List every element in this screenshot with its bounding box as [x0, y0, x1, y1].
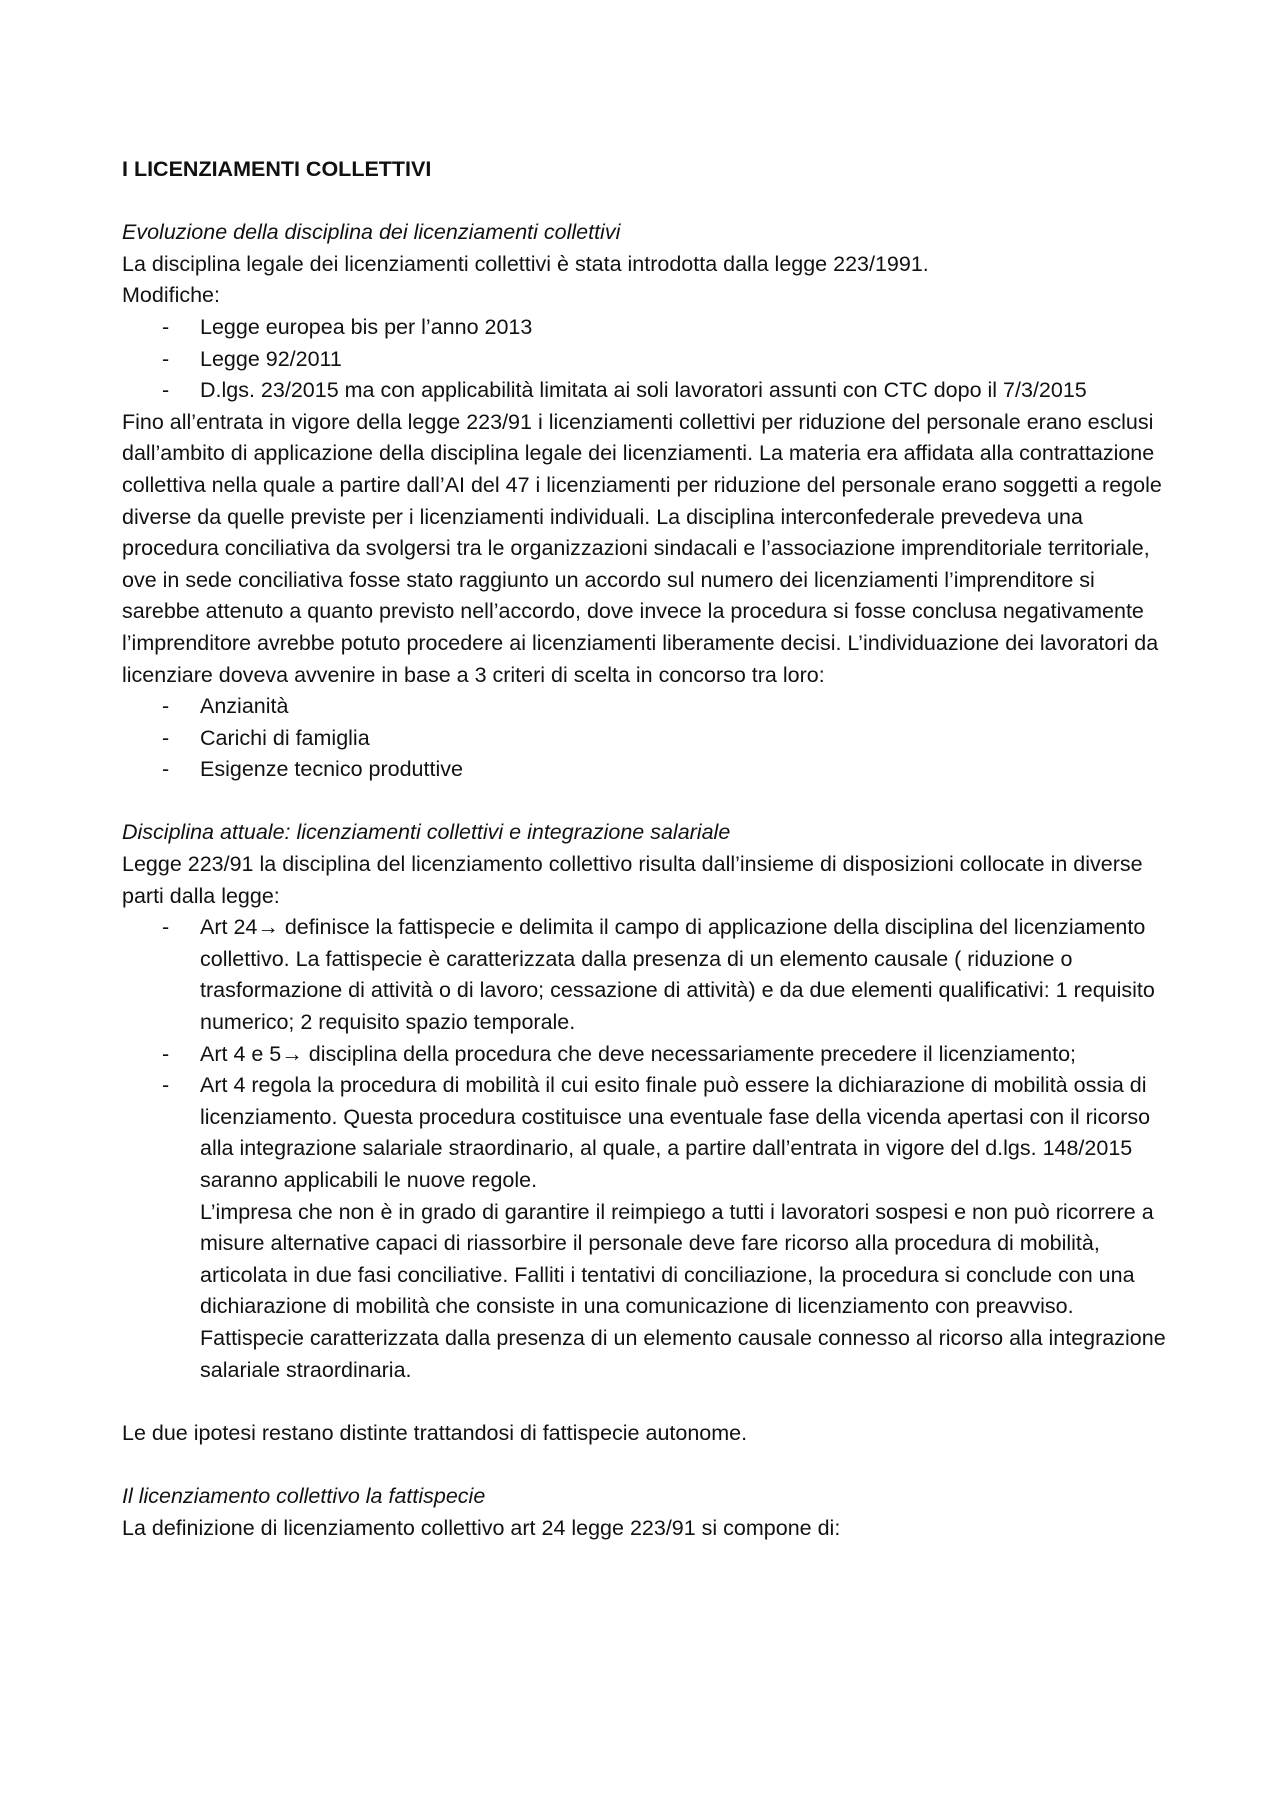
list-item: - Legge 92/2011 [122, 344, 1172, 376]
blank-line [122, 786, 1172, 818]
list-item: - Carichi di famiglia [122, 723, 1172, 755]
list-item: - Esigenze tecnico produttive [122, 754, 1172, 786]
list-item: - Art 24→ definisce la fattispecie e delimita il campo di applicazione della disciplina del licenziamento collettivo. La fattispecie è caratterizzata dalla presenza di un elemento causale ( riduzione o trasformazione di attività o di lavoro; cessazione di attività) e da due elementi qualificativi: 1 requisito numerico; 2 requisito spazio temporale. [122, 912, 1172, 1038]
section-heading-evoluzione: Evoluzione della disciplina dei licenziamenti collettivi [122, 220, 621, 245]
section-intro-paragraph: Legge 223/91 la disciplina del licenziamento collettivo risulta dall’insieme di disposizioni collocate in diverse parti dalla legge: [122, 852, 1143, 908]
history-paragraph: Fino all’entrata in vigore della legge 223/91 i licenziamenti collettivi per riduzione del personale erano esclusi dall’ambito di applicazione della disciplina legale dei licenziamenti. La materia era affidata alla contrattazione collettiva nella quale a partire dall’AI del 47 i licenziamenti per riduzione del personale erano soggetti a regole diverse da quelle previste per i licenziamenti individuali. La disciplina interconfederale prevedeva una procedura conciliativa da svolgersi tra le organizzazioni sindacali e l’associazione imprenditoriale territoriale, ove in sede conciliativa fosse stato raggiunto un accordo sul numero dei licenziamenti l’imprenditore si sarebbe attenuto a quanto previsto nell’accordo, dove invece la procedura si fosse conclusa negativamente l’imprenditore avrebbe potuto procedere ai licenziamenti liberamente decisi. L’individuazione dei lavoratori da licenziare doveva avvenire in base a 3 criteri di scelta in concorso tra loro: [122, 409, 1162, 687]
modifiche-label: Modifiche: [122, 283, 220, 308]
blank-line [122, 1449, 1172, 1481]
list-item: - Art 4 e 5→ disciplina della procedura che deve necessariamente precedere il licenziamento; [122, 1039, 1172, 1071]
list-item-continuation: L’impresa che non è in grado di garantire il reimpiego a tutti i lavoratori sospesi e non può ricorrere a misure alternative capaci di riassorbire il personale deve fare ricorso alla procedura di mobilità, articolata in due fasi conciliative. Falliti i tentativi di conciliazione, la procedura si conclude con una dichiarazione di mobilità che consiste in una comunicazione di licenziamento con preavviso. Fattispecie caratterizzata dalla presenza di un elemento causale connesso al ricorso alla integrazione salariale straordinaria. [200, 1199, 1166, 1382]
articoli-list [122, 912, 1172, 1196]
list-item: - Legge europea bis per l’anno 2013 [122, 312, 1172, 344]
blank-line [122, 186, 1172, 218]
closing-paragraph: Le due ipotesi restano distinte trattandosi di fattispecie autonome. [122, 1420, 748, 1445]
criteri-list [122, 691, 1172, 786]
modifiche-list [122, 312, 1172, 407]
list-item: - Art 4 regola la procedura di mobilità il cui esito finale può essere la dichiarazione di mobilità ossia di licenziamento. Questa procedura costituisce una eventuale fase della vicenda apertasi con il ricorso alla integrazione salariale straordinario, al quale, a partire dall’entrata in vigore del d.lgs. 148/2015 saranno applicabili le nuove regole. [122, 1070, 1172, 1196]
section-intro-paragraph: La definizione di licenziamento collettivo art 24 legge 223/91 si compone di: [122, 1515, 841, 1540]
document-title: I LICENZIAMENTI COLLETTIVI [122, 157, 432, 181]
section-heading-fattispecie: Il licenziamento collettivo la fattispecie [122, 1483, 486, 1508]
blank-line [122, 1386, 1172, 1418]
section-heading-disciplina-attuale: Disciplina attuale: licenziamenti collettivi e integrazione salariale [122, 820, 731, 845]
list-item: - Anzianità [122, 691, 1172, 723]
section-intro-paragraph: La disciplina legale dei licenziamenti collettivi è stata introdotta dalla legge 223/1991. [122, 251, 929, 276]
list-item: - D.lgs. 23/2015 ma con applicabilità limitata ai soli lavoratori assunti con CTC dopo il 7/3/2015 [122, 375, 1172, 407]
document-page [122, 154, 1172, 1544]
